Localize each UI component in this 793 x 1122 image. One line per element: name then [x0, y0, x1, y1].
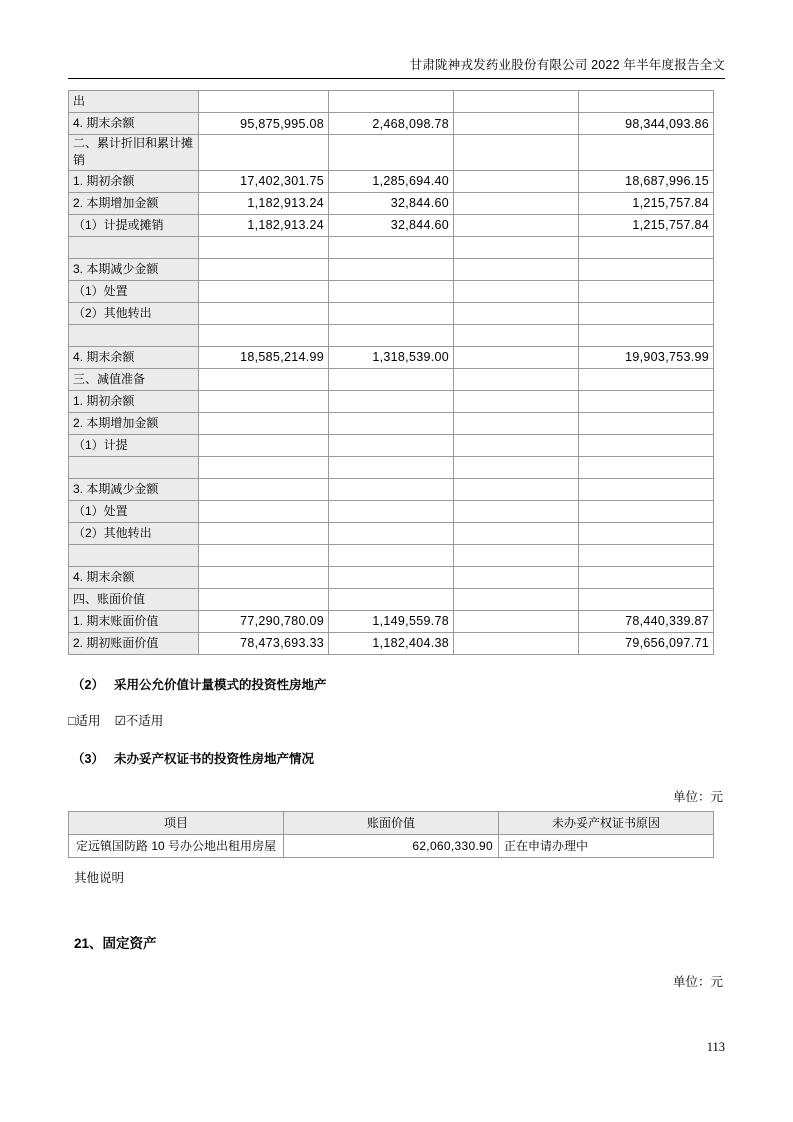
row-label: （1）处置: [69, 280, 199, 302]
row-value-1: 18,585,214.99: [199, 346, 329, 368]
table-row: [69, 236, 714, 258]
row-label: 1. 期初余额: [69, 170, 199, 192]
row-value-1: [199, 500, 329, 522]
row-value-3: [454, 566, 579, 588]
row-value-1: 77,290,780.09: [199, 610, 329, 632]
row-value-3: [454, 170, 579, 192]
row-label: （1）计提或摊销: [69, 214, 199, 236]
table-row: [69, 280, 714, 302]
row-value-1: [199, 91, 329, 113]
row-value-2: [329, 478, 454, 500]
row-value-3: [454, 192, 579, 214]
row-label: 3. 本期减少金额: [69, 478, 199, 500]
row-value-4: [579, 236, 714, 258]
table-row: [69, 834, 714, 857]
row-label: 1. 期末账面价值: [69, 610, 199, 632]
row-value-3: [454, 456, 579, 478]
row-value-1: [199, 478, 329, 500]
row-value-4: [579, 456, 714, 478]
row-value-2: [329, 91, 454, 113]
section-3-index: （3）: [72, 751, 104, 766]
row-value-1: 17,402,301.75: [199, 170, 329, 192]
section-21-unit: 单位：元: [672, 974, 723, 989]
row-value-4: [579, 91, 714, 113]
table-row: [69, 522, 714, 544]
row-value-4: [579, 588, 714, 610]
cell-item: 定远镇国防路 10 号办公地出租用房屋: [69, 834, 284, 857]
row-value-3: [454, 258, 579, 280]
row-value-1: [199, 135, 329, 171]
section-3-title: 未办妥产权证书的投资性房地产情况: [114, 751, 315, 766]
table-row: [69, 113, 714, 135]
row-value-4: [579, 412, 714, 434]
row-label: 2. 本期增加金额: [69, 192, 199, 214]
row-value-1: [199, 280, 329, 302]
row-value-1: 95,875,995.08: [199, 113, 329, 135]
row-label: 二、累计折旧和累计摊销: [69, 135, 199, 171]
row-label: [69, 456, 199, 478]
row-value-3: [454, 610, 579, 632]
row-label: 4. 期末余额: [69, 113, 199, 135]
table-row: [69, 456, 714, 478]
row-value-2: 32,844.60: [329, 192, 454, 214]
row-value-3: [454, 368, 579, 390]
row-label: 2. 本期增加金额: [69, 412, 199, 434]
row-value-1: [199, 390, 329, 412]
row-value-2: [329, 258, 454, 280]
table-row: [69, 610, 714, 632]
page-number: 113: [706, 1040, 725, 1054]
row-value-3: [454, 302, 579, 324]
row-value-1: 78,473,693.33: [199, 632, 329, 654]
row-value-2: [329, 500, 454, 522]
row-label: 3. 本期减少金额: [69, 258, 199, 280]
section-2-heading: [68, 675, 725, 693]
row-value-3: [454, 434, 579, 456]
row-value-3: [454, 632, 579, 654]
row-label: 三、减值准备: [69, 368, 199, 390]
cell-reason: 正在申请办理中: [499, 834, 714, 857]
row-value-2: [329, 390, 454, 412]
row-value-3: [454, 324, 579, 346]
row-value-2: 1,182,404.38: [329, 632, 454, 654]
table-row: [69, 170, 714, 192]
column-header-book-value: 账面价值: [284, 811, 499, 834]
row-value-4: 1,215,757.84: [579, 214, 714, 236]
row-value-1: [199, 324, 329, 346]
column-header-reason: 未办妥产权证书原因: [499, 811, 714, 834]
cell-book-value: 62,060,330.90: [284, 834, 499, 857]
row-value-1: [199, 456, 329, 478]
option-not-applicable[interactable]: ☑不适用: [114, 713, 164, 728]
row-value-4: [579, 258, 714, 280]
header-divider: [68, 78, 725, 79]
row-value-2: [329, 588, 454, 610]
row-value-2: 1,285,694.40: [329, 170, 454, 192]
row-value-2: 2,468,098.78: [329, 113, 454, 135]
row-value-1: [199, 566, 329, 588]
table-row: [69, 258, 714, 280]
row-value-4: [579, 135, 714, 171]
row-value-4: [579, 390, 714, 412]
row-label: （1）处置: [69, 500, 199, 522]
row-value-1: [199, 412, 329, 434]
row-value-2: [329, 566, 454, 588]
section-2-title: 采用公允价值计量模式的投资性房地产: [114, 677, 327, 692]
row-label: 2. 期初账面价值: [69, 632, 199, 654]
row-value-4: [579, 522, 714, 544]
row-value-3: [454, 412, 579, 434]
row-value-4: [579, 544, 714, 566]
row-label: 出: [69, 91, 199, 113]
row-value-1: [199, 522, 329, 544]
unregistered-property-table: [68, 811, 714, 858]
table-row: [69, 192, 714, 214]
row-value-2: [329, 412, 454, 434]
row-value-3: [454, 236, 579, 258]
row-value-1: 1,182,913.24: [199, 214, 329, 236]
row-value-2: [329, 434, 454, 456]
column-header-item: 项目: [69, 811, 284, 834]
row-label: （2）其他转出: [69, 302, 199, 324]
table-row: [69, 412, 714, 434]
row-value-2: [329, 302, 454, 324]
row-value-1: [199, 236, 329, 258]
row-label: （2）其他转出: [69, 522, 199, 544]
row-label: [69, 324, 199, 346]
table-row: [69, 500, 714, 522]
row-value-3: [454, 588, 579, 610]
row-value-1: [199, 368, 329, 390]
row-label: 四、账面价值: [69, 588, 199, 610]
row-value-2: 1,149,559.78: [329, 610, 454, 632]
section-2-index: （2）: [72, 677, 104, 692]
row-label: 4. 期末余额: [69, 566, 199, 588]
table-row: [69, 588, 714, 610]
row-value-4: [579, 500, 714, 522]
table-row: [69, 544, 714, 566]
row-value-1: [199, 434, 329, 456]
row-value-4: [579, 302, 714, 324]
row-value-3: [454, 280, 579, 302]
row-value-3: [454, 522, 579, 544]
option-applicable[interactable]: □适用: [68, 713, 101, 728]
row-value-2: [329, 280, 454, 302]
row-value-4: [579, 368, 714, 390]
row-label: （1）计提: [69, 434, 199, 456]
row-value-3: [454, 91, 579, 113]
row-value-2: [329, 135, 454, 171]
row-label: [69, 544, 199, 566]
row-value-2: [329, 544, 454, 566]
row-value-4: [579, 434, 714, 456]
table-row: [69, 368, 714, 390]
row-value-2: [329, 522, 454, 544]
section-21-heading: 21、固定资产: [74, 935, 157, 951]
row-value-3: [454, 346, 579, 368]
row-value-4: [579, 324, 714, 346]
row-value-1: [199, 588, 329, 610]
row-value-3: [454, 113, 579, 135]
table-row: [69, 302, 714, 324]
row-value-4: 19,903,753.99: [579, 346, 714, 368]
row-value-2: [329, 236, 454, 258]
row-value-4: 18,687,996.15: [579, 170, 714, 192]
row-value-3: [454, 135, 579, 171]
table-row: [69, 135, 714, 171]
row-value-3: [454, 478, 579, 500]
page-content: [68, 90, 725, 990]
row-value-2: 32,844.60: [329, 214, 454, 236]
row-value-3: [454, 390, 579, 412]
row-value-1: [199, 302, 329, 324]
row-label: [69, 236, 199, 258]
row-value-1: [199, 258, 329, 280]
table-row: [69, 478, 714, 500]
row-value-4: [579, 566, 714, 588]
row-value-1: 1,182,913.24: [199, 192, 329, 214]
table-header-row: [69, 811, 714, 834]
section-3-heading: [68, 749, 725, 767]
row-label: 1. 期初余额: [69, 390, 199, 412]
table-row: [69, 390, 714, 412]
row-value-4: [579, 280, 714, 302]
row-label: 4. 期末余额: [69, 346, 199, 368]
row-value-2: [329, 324, 454, 346]
table-row: [69, 566, 714, 588]
applicability-options: [68, 711, 725, 729]
row-value-3: [454, 544, 579, 566]
row-value-2: 1,318,539.00: [329, 346, 454, 368]
row-value-1: [199, 544, 329, 566]
row-value-4: [579, 478, 714, 500]
row-value-2: [329, 456, 454, 478]
row-value-4: 79,656,097.71: [579, 632, 714, 654]
section-3-unit: 单位：元: [672, 789, 723, 804]
table-row: [69, 214, 714, 236]
row-value-3: [454, 214, 579, 236]
table-row: [69, 632, 714, 654]
table-row: [69, 91, 714, 113]
row-value-4: 78,440,339.87: [579, 610, 714, 632]
table-row: [69, 324, 714, 346]
row-value-4: 1,215,757.84: [579, 192, 714, 214]
table-row: [69, 434, 714, 456]
row-value-2: [329, 368, 454, 390]
row-value-3: [454, 500, 579, 522]
row-value-4: 98,344,093.86: [579, 113, 714, 135]
other-notes-label: 其他说明: [74, 870, 125, 885]
investment-property-table: [68, 90, 714, 655]
table-row: [69, 346, 714, 368]
page-header-title: 甘肃陇神戎发药业股份有限公司 2022 年半年度报告全文: [409, 58, 725, 72]
